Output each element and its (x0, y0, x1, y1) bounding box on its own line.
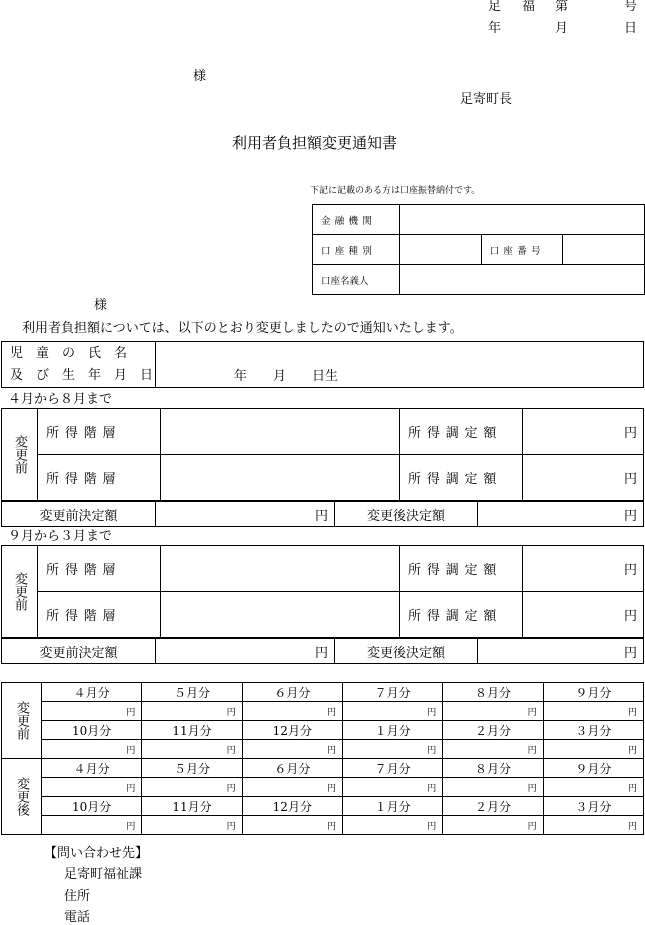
amount-row (2, 778, 644, 797)
child-info-table (1, 341, 644, 388)
period1-table (1, 408, 644, 501)
month-header: ２月分 (443, 797, 543, 816)
date-day: 日 (624, 21, 638, 36)
period2-adjust-value-1: 円 (523, 546, 644, 592)
period2-before-label: 変更前決定額 (2, 639, 156, 664)
period1-adjust-value-1: 円 (523, 409, 644, 455)
period2-after-label: 変更後決定額 (335, 639, 478, 664)
notice-number-char-1: 足 (488, 0, 502, 14)
intro-recipient-suffix: 様 (94, 298, 108, 313)
child-birth-label: 及 び 生 年 月 日 (10, 367, 154, 383)
period2-heading: ９月から３月まで (8, 529, 113, 544)
month-amount: 円 (443, 778, 543, 797)
period1-totals-table (1, 501, 644, 527)
month-header: ９月分 (543, 683, 643, 702)
period2-after-value: 円 (478, 639, 644, 664)
period1-level-value-1 (161, 409, 400, 455)
contact-heading: 【問い合わせ先】 (44, 846, 149, 861)
period1-heading: ４月から８月まで (8, 392, 113, 407)
period2-adjust-label-1: 所得調定額 (400, 546, 523, 592)
period1-level-label-1: 所得階層 (38, 409, 161, 455)
sender: 足寄町長 (460, 92, 513, 107)
period2-level-value-1 (161, 546, 400, 592)
month-header: ５月分 (142, 759, 242, 778)
account-holder-label: 口座名義人 (313, 265, 400, 295)
period1-adjust-label-1: 所得調定額 (400, 409, 523, 455)
institution-value (400, 205, 645, 235)
period1-after-value: 円 (478, 502, 644, 527)
period2-adjust-label-2: 所得調定額 (400, 592, 523, 638)
month-header: 11月分 (142, 721, 242, 740)
period2-level-label-2: 所得階層 (38, 592, 161, 638)
period1-adjust-value-2: 円 (523, 455, 644, 501)
period1-side-label: 変更前 (2, 409, 38, 501)
month-header: 11月分 (142, 797, 242, 816)
period2-level-label-1: 所得階層 (38, 546, 161, 592)
date-month: 月 (555, 21, 569, 36)
account-holder-value (400, 265, 645, 295)
month-amount: 円 (543, 778, 643, 797)
month-amount: 円 (342, 702, 442, 721)
month-amount: 円 (443, 702, 543, 721)
month-header: 10月分 (42, 797, 142, 816)
month-amount: 円 (142, 740, 242, 759)
period1-after-label: 変更後決定額 (335, 502, 478, 527)
intro-message: 利用者負担額については、以下のとおり変更しましたので通知いたします。 (22, 321, 463, 336)
month-amount: 円 (42, 816, 142, 835)
month-amount: 円 (42, 740, 142, 759)
period1-level-label-2: 所得階層 (38, 455, 161, 501)
account-number-label: 口座番号 (481, 235, 563, 265)
monthly-before-label: 変更前 (2, 683, 42, 759)
month-amount: 円 (242, 702, 342, 721)
period2-side-label: 変更前 (2, 546, 38, 638)
month-header: ６月分 (242, 683, 342, 702)
month-header: ７月分 (342, 759, 442, 778)
child-birth-value: 年 月 日生 (156, 342, 644, 388)
amount-row (2, 740, 644, 759)
period1-before-value: 円 (156, 502, 335, 527)
month-header: ２月分 (443, 721, 543, 740)
monthly-table (1, 682, 644, 835)
account-type-value (400, 235, 482, 265)
month-header: 10月分 (42, 721, 142, 740)
month-amount: 円 (142, 816, 242, 835)
account-number-value (563, 235, 645, 265)
month-amount: 円 (543, 702, 643, 721)
account-type-label: 口座種別 (313, 235, 400, 265)
month-amount: 円 (142, 702, 242, 721)
institution-label: 金融機関 (313, 205, 400, 235)
month-amount: 円 (443, 740, 543, 759)
child-name-label: 児 童 の 氏 名 (10, 345, 128, 361)
period2-table (1, 545, 644, 638)
month-amount: 円 (543, 816, 643, 835)
recipient-suffix: 様 (193, 69, 207, 84)
month-header: ８月分 (443, 683, 543, 702)
period1-adjust-label-2: 所得調定額 (400, 455, 523, 501)
amount-row (2, 816, 644, 835)
contact-phone-label: 電話 (64, 910, 91, 925)
bank-note: 下記に記載のある方は口座振替納付です。 (310, 186, 481, 196)
month-header: ３月分 (543, 797, 643, 816)
month-header: １月分 (342, 797, 442, 816)
month-amount: 円 (42, 702, 142, 721)
period2-adjust-value-2: 円 (523, 592, 644, 638)
amount-row (2, 702, 644, 721)
month-amount: 円 (342, 816, 442, 835)
notice-number-char-4: 号 (624, 0, 638, 14)
month-amount: 円 (142, 778, 242, 797)
month-header: ４月分 (42, 683, 142, 702)
month-amount: 円 (242, 778, 342, 797)
period2-totals-table (1, 638, 644, 664)
period2-before-value: 円 (156, 639, 335, 664)
month-amount: 円 (242, 816, 342, 835)
month-amount: 円 (443, 816, 543, 835)
month-header: ７月分 (342, 683, 442, 702)
month-header: ８月分 (443, 759, 543, 778)
month-amount: 円 (242, 740, 342, 759)
notice-number-char-2: 福 (522, 0, 536, 14)
period2-level-value-2 (161, 592, 400, 638)
page-title: 利用者負担額変更通知書 (232, 134, 398, 152)
month-amount: 円 (543, 740, 643, 759)
month-header: ３月分 (543, 721, 643, 740)
month-header: ９月分 (543, 759, 643, 778)
month-amount: 円 (342, 740, 442, 759)
month-header: １月分 (342, 721, 442, 740)
month-header: ６月分 (242, 759, 342, 778)
month-header: 12月分 (242, 721, 342, 740)
month-header: ４月分 (42, 759, 142, 778)
month-amount: 円 (342, 778, 442, 797)
contact-department: 足寄町福祉課 (64, 867, 143, 882)
month-amount: 円 (42, 778, 142, 797)
month-header: 12月分 (242, 797, 342, 816)
contact-address-label: 住所 (64, 889, 91, 904)
period1-before-label: 変更前決定額 (2, 502, 156, 527)
period1-level-value-2 (161, 455, 400, 501)
month-header: ５月分 (142, 683, 242, 702)
monthly-after-label: 変更後 (2, 759, 42, 835)
bank-table (312, 204, 645, 295)
notice-number-char-3: 第 (555, 0, 569, 14)
date-year: 年 (488, 21, 502, 36)
